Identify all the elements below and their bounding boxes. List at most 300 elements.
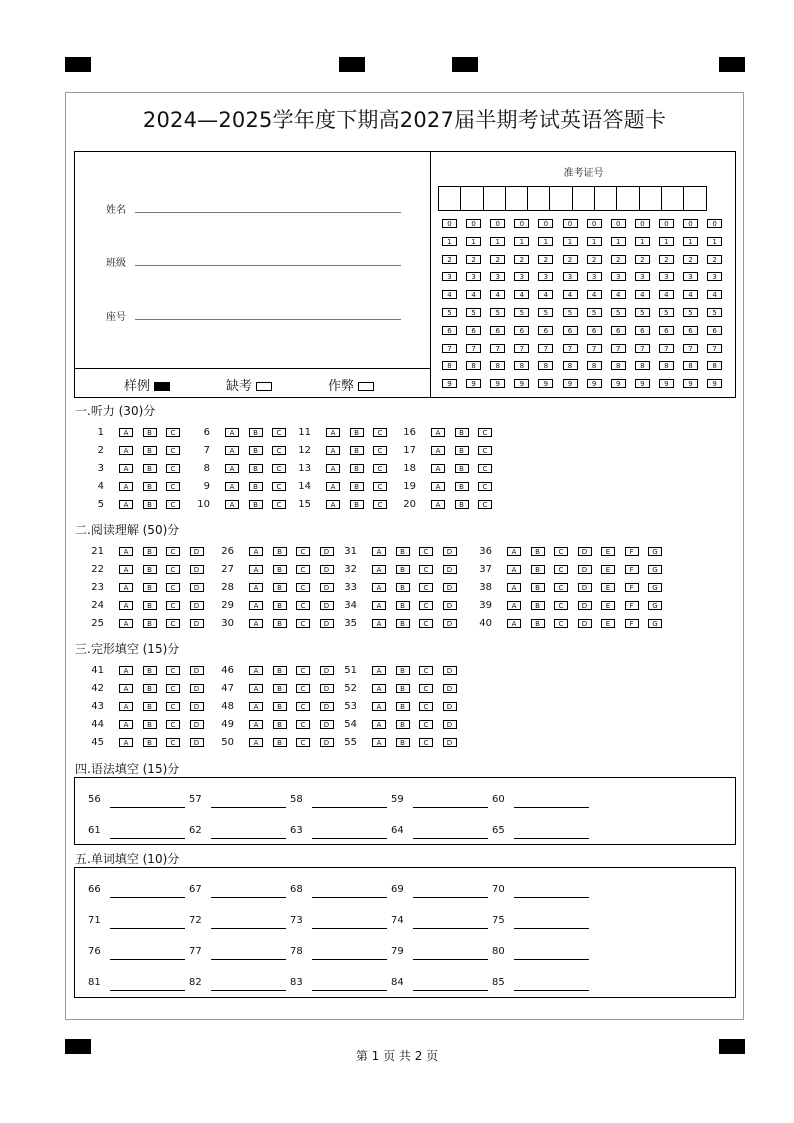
answer-bubble-a[interactable]: A	[225, 464, 239, 473]
answer-bubble-c[interactable]: C	[272, 464, 286, 473]
exam-id-digit-bubble[interactable]: 7	[514, 344, 529, 353]
answer-bubble-b[interactable]: B	[396, 666, 410, 675]
answer-bubble-a[interactable]: A	[431, 446, 445, 455]
answer-bubble-a[interactable]: A	[372, 547, 386, 556]
answer-bubble-b[interactable]: B	[143, 720, 157, 729]
answer-bubble-f[interactable]: F	[625, 619, 639, 628]
answer-bubble-a[interactable]: A	[326, 464, 340, 473]
exam-id-digit-bubble[interactable]: 4	[635, 290, 650, 299]
answer-bubble-d[interactable]: D	[578, 601, 592, 610]
answer-bubble-b[interactable]: B	[350, 446, 364, 455]
exam-id-digit-bubble[interactable]: 6	[587, 326, 602, 335]
answer-bubble-c[interactable]: C	[419, 565, 433, 574]
exam-id-digit-bubble[interactable]: 6	[442, 326, 457, 335]
answer-bubble-a[interactable]: A	[249, 619, 263, 628]
exam-id-digit-bubble[interactable]: 1	[563, 237, 578, 246]
answer-bubble-c[interactable]: C	[296, 583, 310, 592]
exam-id-digit-bubble[interactable]: 8	[635, 361, 650, 370]
answer-bubble-b[interactable]: B	[249, 428, 263, 437]
answer-bubble-b[interactable]: B	[143, 464, 157, 473]
answer-bubble-e[interactable]: E	[601, 565, 615, 574]
answer-bubble-a[interactable]: A	[249, 702, 263, 711]
exam-id-digit-bubble[interactable]: 9	[611, 379, 626, 388]
answer-bubble-a[interactable]: A	[119, 565, 133, 574]
exam-id-digit-bubble[interactable]: 3	[563, 272, 578, 281]
exam-id-digit-bubble[interactable]: 7	[611, 344, 626, 353]
answer-bubble-c[interactable]: C	[419, 702, 433, 711]
exam-id-digit-bubble[interactable]: 9	[490, 379, 505, 388]
answer-bubble-c[interactable]: C	[272, 446, 286, 455]
exam-id-cell[interactable]	[594, 186, 617, 211]
exam-id-cell[interactable]	[661, 186, 684, 211]
answer-bubble-b[interactable]: B	[249, 500, 263, 509]
answer-bubble-e[interactable]: E	[601, 601, 615, 610]
answer-blank[interactable]	[312, 897, 387, 898]
answer-bubble-a[interactable]: A	[119, 464, 133, 473]
answer-bubble-c[interactable]: C	[166, 446, 180, 455]
exam-id-digit-bubble[interactable]: 3	[707, 272, 722, 281]
answer-blank[interactable]	[312, 928, 387, 929]
answer-bubble-d[interactable]: D	[320, 684, 334, 693]
exam-id-digit-bubble[interactable]: 6	[490, 326, 505, 335]
exam-id-digit-bubble[interactable]: 0	[538, 219, 553, 228]
exam-id-digit-bubble[interactable]: 2	[659, 255, 674, 264]
answer-bubble-d[interactable]: D	[190, 601, 204, 610]
answer-bubble-d[interactable]: D	[320, 601, 334, 610]
exam-id-digit-bubble[interactable]: 7	[490, 344, 505, 353]
answer-blank[interactable]	[110, 897, 185, 898]
answer-bubble-a[interactable]: A	[507, 601, 521, 610]
answer-blank[interactable]	[312, 990, 387, 991]
exam-id-cell[interactable]	[460, 186, 483, 211]
answer-bubble-a[interactable]: A	[372, 601, 386, 610]
answer-blank[interactable]	[312, 959, 387, 960]
answer-bubble-c[interactable]: C	[419, 547, 433, 556]
answer-bubble-c[interactable]: C	[478, 482, 492, 491]
answer-bubble-d[interactable]: D	[190, 619, 204, 628]
answer-bubble-b[interactable]: B	[396, 702, 410, 711]
exam-id-digit-bubble[interactable]: 8	[611, 361, 626, 370]
answer-bubble-d[interactable]: D	[578, 619, 592, 628]
answer-bubble-c[interactable]: C	[373, 428, 387, 437]
exam-id-digit-bubble[interactable]: 9	[538, 379, 553, 388]
answer-bubble-a[interactable]: A	[372, 666, 386, 675]
exam-id-cell[interactable]	[616, 186, 639, 211]
answer-bubble-a[interactable]: A	[326, 428, 340, 437]
answer-bubble-a[interactable]: A	[249, 583, 263, 592]
exam-id-digit-bubble[interactable]: 5	[490, 308, 505, 317]
exam-id-digit-bubble[interactable]: 8	[514, 361, 529, 370]
answer-bubble-a[interactable]: A	[326, 446, 340, 455]
answer-bubble-f[interactable]: F	[625, 565, 639, 574]
exam-id-digit-bubble[interactable]: 7	[635, 344, 650, 353]
answer-bubble-a[interactable]: A	[507, 583, 521, 592]
exam-id-digit-bubble[interactable]: 0	[514, 219, 529, 228]
exam-id-digit-bubble[interactable]: 4	[659, 290, 674, 299]
answer-blank[interactable]	[211, 959, 286, 960]
answer-blank[interactable]	[413, 897, 488, 898]
exam-id-digit-bubble[interactable]: 3	[466, 272, 481, 281]
exam-id-digit-bubble[interactable]: 2	[587, 255, 602, 264]
answer-bubble-a[interactable]: A	[225, 482, 239, 491]
exam-id-digit-bubble[interactable]: 4	[611, 290, 626, 299]
answer-bubble-b[interactable]: B	[143, 428, 157, 437]
answer-blank[interactable]	[514, 897, 589, 898]
answer-bubble-c[interactable]: C	[478, 428, 492, 437]
answer-bubble-c[interactable]: C	[478, 446, 492, 455]
name-field[interactable]	[135, 212, 401, 213]
answer-bubble-c[interactable]: C	[419, 666, 433, 675]
answer-bubble-b[interactable]: B	[273, 720, 287, 729]
exam-id-digit-bubble[interactable]: 6	[611, 326, 626, 335]
exam-id-digit-bubble[interactable]: 3	[490, 272, 505, 281]
answer-bubble-b[interactable]: B	[143, 446, 157, 455]
answer-bubble-g[interactable]: G	[648, 601, 662, 610]
answer-bubble-a[interactable]: A	[372, 565, 386, 574]
answer-bubble-c[interactable]: C	[373, 446, 387, 455]
answer-bubble-d[interactable]: D	[443, 738, 457, 747]
answer-bubble-a[interactable]: A	[225, 446, 239, 455]
exam-id-digit-bubble[interactable]: 9	[514, 379, 529, 388]
exam-id-digit-bubble[interactable]: 5	[611, 308, 626, 317]
answer-bubble-a[interactable]: A	[431, 500, 445, 509]
exam-id-digit-bubble[interactable]: 4	[514, 290, 529, 299]
exam-id-digit-bubble[interactable]: 3	[683, 272, 698, 281]
answer-blank[interactable]	[211, 928, 286, 929]
exam-id-digit-bubble[interactable]: 2	[635, 255, 650, 264]
answer-bubble-a[interactable]: A	[119, 702, 133, 711]
answer-bubble-c[interactable]: C	[296, 547, 310, 556]
exam-id-digit-bubble[interactable]: 6	[538, 326, 553, 335]
exam-id-digit-bubble[interactable]: 6	[659, 326, 674, 335]
answer-bubble-c[interactable]: C	[554, 583, 568, 592]
exam-id-digit-bubble[interactable]: 1	[587, 237, 602, 246]
answer-bubble-c[interactable]: C	[166, 428, 180, 437]
answer-bubble-d[interactable]: D	[190, 684, 204, 693]
exam-id-digit-bubble[interactable]: 0	[563, 219, 578, 228]
exam-id-digit-bubble[interactable]: 0	[707, 219, 722, 228]
exam-id-digit-bubble[interactable]: 3	[538, 272, 553, 281]
answer-bubble-b[interactable]: B	[273, 547, 287, 556]
answer-bubble-c[interactable]: C	[272, 482, 286, 491]
answer-bubble-c[interactable]: C	[166, 702, 180, 711]
exam-id-digit-bubble[interactable]: 2	[466, 255, 481, 264]
exam-id-digit-bubble[interactable]: 0	[659, 219, 674, 228]
answer-bubble-c[interactable]: C	[296, 684, 310, 693]
answer-bubble-b[interactable]: B	[143, 666, 157, 675]
answer-bubble-b[interactable]: B	[531, 583, 545, 592]
exam-id-digit-bubble[interactable]: 8	[683, 361, 698, 370]
answer-bubble-c[interactable]: C	[166, 619, 180, 628]
answer-bubble-c[interactable]: C	[296, 738, 310, 747]
exam-id-digit-bubble[interactable]: 0	[587, 219, 602, 228]
answer-bubble-b[interactable]: B	[273, 619, 287, 628]
answer-bubble-b[interactable]: B	[143, 601, 157, 610]
answer-bubble-d[interactable]: D	[190, 666, 204, 675]
exam-id-digit-bubble[interactable]: 9	[707, 379, 722, 388]
exam-id-digit-bubble[interactable]: 2	[490, 255, 505, 264]
answer-blank[interactable]	[110, 838, 185, 839]
exam-id-cell[interactable]	[483, 186, 506, 211]
answer-bubble-a[interactable]: A	[372, 720, 386, 729]
seat-field[interactable]	[135, 319, 401, 320]
exam-id-digit-bubble[interactable]: 1	[683, 237, 698, 246]
answer-bubble-b[interactable]: B	[396, 738, 410, 747]
exam-id-cell[interactable]	[683, 186, 706, 211]
exam-id-digit-bubble[interactable]: 2	[683, 255, 698, 264]
answer-blank[interactable]	[110, 928, 185, 929]
answer-bubble-c[interactable]: C	[296, 720, 310, 729]
answer-blank[interactable]	[514, 959, 589, 960]
answer-bubble-a[interactable]: A	[431, 428, 445, 437]
answer-blank[interactable]	[211, 897, 286, 898]
exam-id-digit-bubble[interactable]: 8	[442, 361, 457, 370]
answer-bubble-b[interactable]: B	[396, 684, 410, 693]
answer-bubble-b[interactable]: B	[143, 547, 157, 556]
answer-bubble-c[interactable]: C	[554, 619, 568, 628]
exam-id-digit-bubble[interactable]: 5	[659, 308, 674, 317]
exam-id-digit-bubble[interactable]: 0	[635, 219, 650, 228]
answer-bubble-c[interactable]: C	[419, 720, 433, 729]
answer-bubble-c[interactable]: C	[296, 666, 310, 675]
answer-bubble-d[interactable]: D	[443, 684, 457, 693]
answer-bubble-c[interactable]: C	[272, 500, 286, 509]
exam-id-digit-bubble[interactable]: 1	[514, 237, 529, 246]
answer-bubble-b[interactable]: B	[396, 720, 410, 729]
answer-bubble-b[interactable]: B	[273, 702, 287, 711]
answer-bubble-c[interactable]: C	[419, 601, 433, 610]
answer-bubble-b[interactable]: B	[249, 464, 263, 473]
answer-bubble-b[interactable]: B	[143, 583, 157, 592]
exam-id-digit-bubble[interactable]: 4	[563, 290, 578, 299]
exam-id-digit-bubble[interactable]: 7	[538, 344, 553, 353]
exam-id-digit-bubble[interactable]: 5	[587, 308, 602, 317]
answer-bubble-a[interactable]: A	[119, 720, 133, 729]
answer-bubble-c[interactable]: C	[272, 428, 286, 437]
answer-bubble-d[interactable]: D	[320, 583, 334, 592]
answer-bubble-a[interactable]: A	[372, 738, 386, 747]
exam-id-digit-bubble[interactable]: 5	[635, 308, 650, 317]
exam-id-digit-bubble[interactable]: 9	[442, 379, 457, 388]
answer-bubble-b[interactable]: B	[455, 428, 469, 437]
exam-id-digit-bubble[interactable]: 7	[683, 344, 698, 353]
answer-bubble-a[interactable]: A	[119, 500, 133, 509]
answer-bubble-e[interactable]: E	[601, 619, 615, 628]
answer-bubble-a[interactable]: A	[119, 446, 133, 455]
answer-bubble-c[interactable]: C	[373, 464, 387, 473]
answer-bubble-c[interactable]: C	[166, 583, 180, 592]
answer-bubble-a[interactable]: A	[225, 500, 239, 509]
exam-id-digit-bubble[interactable]: 6	[683, 326, 698, 335]
answer-bubble-b[interactable]: B	[143, 565, 157, 574]
exam-id-digit-bubble[interactable]: 1	[490, 237, 505, 246]
exam-id-digit-bubble[interactable]: 8	[490, 361, 505, 370]
exam-id-digit-bubble[interactable]: 5	[563, 308, 578, 317]
answer-bubble-d[interactable]: D	[443, 666, 457, 675]
exam-id-cell[interactable]	[505, 186, 528, 211]
exam-id-digit-bubble[interactable]: 0	[442, 219, 457, 228]
answer-bubble-a[interactable]: A	[119, 428, 133, 437]
answer-bubble-b[interactable]: B	[249, 482, 263, 491]
answer-blank[interactable]	[211, 990, 286, 991]
answer-bubble-b[interactable]: B	[350, 464, 364, 473]
answer-bubble-c[interactable]: C	[166, 464, 180, 473]
exam-id-digit-bubble[interactable]: 8	[659, 361, 674, 370]
answer-bubble-b[interactable]: B	[273, 684, 287, 693]
answer-bubble-a[interactable]: A	[119, 547, 133, 556]
answer-bubble-a[interactable]: A	[507, 619, 521, 628]
answer-bubble-b[interactable]: B	[396, 547, 410, 556]
exam-id-digit-bubble[interactable]: 7	[466, 344, 481, 353]
answer-bubble-c[interactable]: C	[166, 565, 180, 574]
answer-bubble-a[interactable]: A	[249, 601, 263, 610]
answer-bubble-b[interactable]: B	[531, 565, 545, 574]
answer-bubble-f[interactable]: F	[625, 547, 639, 556]
exam-id-digit-bubble[interactable]: 8	[466, 361, 481, 370]
exam-id-cell[interactable]	[438, 186, 461, 211]
answer-bubble-b[interactable]: B	[396, 601, 410, 610]
exam-id-digit-bubble[interactable]: 1	[635, 237, 650, 246]
answer-bubble-g[interactable]: G	[648, 583, 662, 592]
answer-bubble-d[interactable]: D	[190, 720, 204, 729]
answer-bubble-c[interactable]: C	[296, 565, 310, 574]
answer-bubble-d[interactable]: D	[443, 547, 457, 556]
answer-bubble-d[interactable]: D	[443, 702, 457, 711]
answer-bubble-e[interactable]: E	[601, 583, 615, 592]
answer-bubble-b[interactable]: B	[396, 565, 410, 574]
answer-bubble-a[interactable]: A	[326, 482, 340, 491]
answer-bubble-b[interactable]: B	[143, 684, 157, 693]
exam-id-digit-bubble[interactable]: 1	[659, 237, 674, 246]
exam-id-digit-bubble[interactable]: 1	[466, 237, 481, 246]
answer-bubble-c[interactable]: C	[419, 684, 433, 693]
answer-blank[interactable]	[211, 807, 286, 808]
answer-bubble-c[interactable]: C	[373, 500, 387, 509]
class-field[interactable]	[135, 265, 401, 266]
exam-id-digit-bubble[interactable]: 8	[563, 361, 578, 370]
answer-bubble-a[interactable]: A	[225, 428, 239, 437]
answer-blank[interactable]	[211, 838, 286, 839]
exam-id-digit-bubble[interactable]: 2	[707, 255, 722, 264]
exam-id-cell[interactable]	[549, 186, 572, 211]
answer-bubble-a[interactable]: A	[249, 738, 263, 747]
exam-id-cell[interactable]	[639, 186, 662, 211]
answer-bubble-c[interactable]: C	[554, 547, 568, 556]
answer-bubble-c[interactable]: C	[166, 684, 180, 693]
answer-bubble-a[interactable]: A	[372, 702, 386, 711]
answer-bubble-b[interactable]: B	[143, 500, 157, 509]
answer-bubble-b[interactable]: B	[350, 428, 364, 437]
answer-bubble-d[interactable]: D	[443, 583, 457, 592]
exam-id-digit-bubble[interactable]: 5	[538, 308, 553, 317]
exam-id-digit-bubble[interactable]: 5	[683, 308, 698, 317]
answer-bubble-c[interactable]: C	[478, 464, 492, 473]
answer-bubble-c[interactable]: C	[419, 738, 433, 747]
exam-id-digit-bubble[interactable]: 7	[587, 344, 602, 353]
exam-id-digit-bubble[interactable]: 4	[466, 290, 481, 299]
answer-bubble-a[interactable]: A	[249, 666, 263, 675]
answer-bubble-a[interactable]: A	[119, 583, 133, 592]
answer-bubble-b[interactable]: B	[143, 702, 157, 711]
answer-bubble-d[interactable]: D	[578, 565, 592, 574]
answer-bubble-b[interactable]: B	[455, 482, 469, 491]
exam-id-digit-bubble[interactable]: 3	[587, 272, 602, 281]
absent-checkbox[interactable]	[256, 382, 272, 391]
answer-bubble-d[interactable]: D	[190, 738, 204, 747]
answer-bubble-c[interactable]: C	[419, 583, 433, 592]
answer-blank[interactable]	[413, 928, 488, 929]
answer-bubble-d[interactable]: D	[190, 565, 204, 574]
answer-bubble-b[interactable]: B	[249, 446, 263, 455]
answer-bubble-c[interactable]: C	[166, 720, 180, 729]
answer-bubble-a[interactable]: A	[249, 684, 263, 693]
answer-blank[interactable]	[413, 990, 488, 991]
exam-id-digit-bubble[interactable]: 9	[466, 379, 481, 388]
answer-bubble-c[interactable]: C	[166, 482, 180, 491]
answer-bubble-c[interactable]: C	[478, 500, 492, 509]
exam-id-digit-bubble[interactable]: 6	[563, 326, 578, 335]
answer-bubble-g[interactable]: G	[648, 547, 662, 556]
answer-bubble-d[interactable]: D	[578, 547, 592, 556]
answer-bubble-a[interactable]: A	[119, 684, 133, 693]
exam-id-digit-bubble[interactable]: 4	[490, 290, 505, 299]
answer-bubble-b[interactable]: B	[350, 482, 364, 491]
answer-bubble-a[interactable]: A	[507, 547, 521, 556]
answer-bubble-a[interactable]: A	[372, 684, 386, 693]
answer-bubble-a[interactable]: A	[372, 583, 386, 592]
exam-id-digit-bubble[interactable]: 1	[442, 237, 457, 246]
answer-bubble-c[interactable]: C	[166, 547, 180, 556]
exam-id-digit-bubble[interactable]: 7	[442, 344, 457, 353]
exam-id-digit-bubble[interactable]: 3	[659, 272, 674, 281]
exam-id-digit-bubble[interactable]: 5	[442, 308, 457, 317]
exam-id-digit-bubble[interactable]: 6	[514, 326, 529, 335]
answer-bubble-c[interactable]: C	[166, 738, 180, 747]
answer-bubble-d[interactable]: D	[320, 702, 334, 711]
answer-bubble-d[interactable]: D	[320, 720, 334, 729]
exam-id-digit-bubble[interactable]: 1	[538, 237, 553, 246]
answer-blank[interactable]	[514, 807, 589, 808]
exam-id-digit-bubble[interactable]: 5	[466, 308, 481, 317]
answer-bubble-a[interactable]: A	[119, 619, 133, 628]
exam-id-digit-bubble[interactable]: 2	[563, 255, 578, 264]
answer-bubble-d[interactable]: D	[190, 583, 204, 592]
answer-bubble-b[interactable]: B	[143, 619, 157, 628]
answer-bubble-b[interactable]: B	[455, 464, 469, 473]
exam-id-digit-bubble[interactable]: 7	[659, 344, 674, 353]
answer-bubble-d[interactable]: D	[443, 720, 457, 729]
exam-id-digit-bubble[interactable]: 9	[587, 379, 602, 388]
answer-bubble-a[interactable]: A	[507, 565, 521, 574]
answer-bubble-f[interactable]: F	[625, 583, 639, 592]
exam-id-digit-bubble[interactable]: 0	[683, 219, 698, 228]
answer-bubble-d[interactable]: D	[320, 738, 334, 747]
answer-bubble-b[interactable]: B	[396, 619, 410, 628]
answer-blank[interactable]	[413, 959, 488, 960]
answer-bubble-d[interactable]: D	[320, 619, 334, 628]
answer-bubble-d[interactable]: D	[320, 565, 334, 574]
answer-bubble-b[interactable]: B	[531, 547, 545, 556]
answer-blank[interactable]	[514, 990, 589, 991]
exam-id-digit-bubble[interactable]: 4	[707, 290, 722, 299]
exam-id-digit-bubble[interactable]: 2	[442, 255, 457, 264]
exam-id-digit-bubble[interactable]: 5	[514, 308, 529, 317]
exam-id-digit-bubble[interactable]: 4	[587, 290, 602, 299]
exam-id-digit-bubble[interactable]: 2	[538, 255, 553, 264]
answer-blank[interactable]	[514, 928, 589, 929]
exam-id-digit-bubble[interactable]: 7	[707, 344, 722, 353]
exam-id-digit-bubble[interactable]: 7	[563, 344, 578, 353]
